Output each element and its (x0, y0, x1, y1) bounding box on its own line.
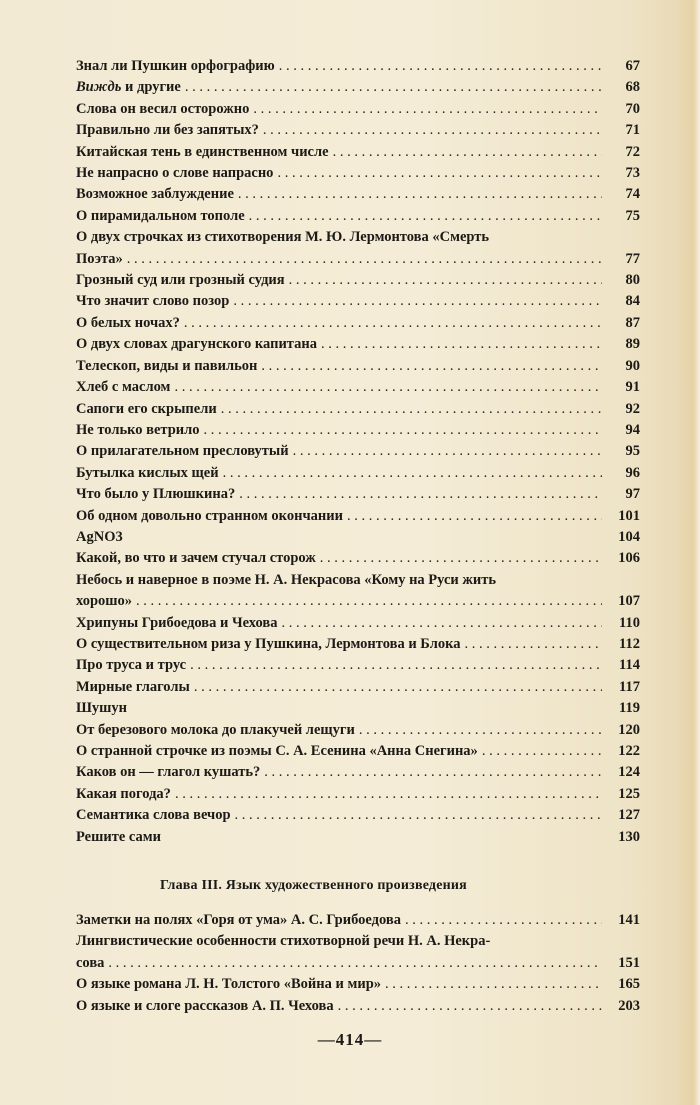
toc-entry[interactable] (76, 227, 640, 270)
entry-page: 73 (625, 165, 640, 182)
dot-leader (333, 142, 602, 163)
dot-leader (249, 206, 602, 227)
dot-leader (221, 399, 602, 420)
entry-title: Про труса и трус (76, 657, 187, 674)
entry-title: Слова он весил осторожно (76, 100, 250, 117)
entry-title: Грозный суд или грозный судия (76, 272, 285, 289)
entry-page: 107 (618, 593, 640, 610)
toc-entry[interactable] (76, 784, 640, 805)
dot-leader (184, 313, 602, 334)
entry-page: 95 (625, 443, 640, 460)
entry-title (76, 77, 181, 98)
toc-entry[interactable] (76, 291, 640, 312)
entry-page: 75 (625, 207, 640, 224)
entry-title: Каков он — глагол кушать? (76, 764, 261, 781)
entry-page: 120 (618, 721, 640, 738)
entry-title: Мирные глаголы (76, 678, 190, 695)
entry-page: 141 (618, 912, 640, 928)
dot-leader (321, 334, 602, 355)
entry-page: 89 (625, 336, 640, 353)
toc-entry[interactable] (76, 698, 640, 719)
toc-entry[interactable] (76, 527, 640, 548)
entry-title-rest: и другие (121, 79, 181, 96)
entry-page: 68 (625, 79, 640, 96)
entry-title-line2: хорошо» (76, 593, 133, 610)
toc-entry[interactable] (76, 613, 640, 634)
entry-page: 90 (625, 357, 640, 374)
toc-entry[interactable] (76, 334, 640, 355)
toc-entry[interactable] (76, 399, 640, 420)
dot-leader (338, 996, 602, 1017)
entry-title: О странной строчке из поэмы С. А. Есенина «Анна Снегина» (76, 743, 478, 759)
entry-page: 72 (625, 143, 640, 160)
entry-title: О белых ночах? (76, 314, 180, 331)
entry-title: Какой, во что и зачем стучал сторож (76, 550, 316, 567)
entry-title: Не напрасно о слове напрасно (76, 165, 274, 182)
toc-entry[interactable] (76, 356, 640, 377)
toc-entry[interactable] (76, 655, 640, 676)
entry-title-italic: Виждь (76, 79, 122, 96)
dot-leader (264, 762, 602, 783)
dot-leader (320, 548, 602, 569)
entry-title: Решите сами (76, 828, 161, 845)
entry-title: Сапоги его скрыпели (76, 400, 217, 417)
entry-title: Телескоп, виды и павильон (76, 357, 258, 374)
entry-title: Правильно ли без запятых? (76, 122, 259, 139)
dot-leader (261, 356, 602, 377)
entry-title: О языке романа Л. Н. Толстого «Война и мир» (76, 976, 382, 993)
entry-title: О существительном риза у Пушкина, Лермонтова и Блока (76, 635, 461, 652)
entry-page: 119 (619, 700, 640, 717)
toc-entry[interactable] (76, 120, 640, 141)
entry-page: 114 (619, 657, 640, 674)
toc-entry[interactable] (76, 762, 640, 783)
toc-entry[interactable] (76, 741, 640, 762)
entry-title: AgNO3 (76, 528, 123, 545)
entry-page: 127 (618, 807, 640, 824)
toc-entry[interactable] (76, 463, 640, 484)
dot-leader (347, 506, 602, 527)
entry-page: 80 (625, 272, 640, 289)
toc-entry[interactable] (76, 270, 640, 291)
dot-leader (238, 184, 602, 205)
entry-page: 67 (625, 58, 640, 74)
entry-title-line1: О двух строчках из стихотворения М. Ю. Лермонтова «Смерть (76, 229, 490, 246)
toc-entry[interactable] (76, 420, 640, 441)
dot-leader (136, 591, 602, 612)
entry-title: Об одном довольно странном окончании (76, 507, 343, 524)
toc-entry[interactable] (76, 634, 640, 655)
entry-page: 165 (618, 976, 640, 993)
entry-page: 84 (625, 293, 640, 310)
page-number: —414— (317, 1030, 383, 1049)
toc-entry[interactable] (76, 996, 640, 1017)
dot-leader (204, 420, 602, 441)
entry-title: Что было у Плюшкина? (76, 486, 236, 503)
entry-title-line2: Поэта» (76, 250, 123, 267)
toc-entry[interactable] (76, 441, 640, 462)
entry-page: 130 (618, 828, 640, 845)
entry-page: 104 (618, 528, 640, 545)
toc-entry[interactable] (76, 142, 640, 163)
toc-entry[interactable] (76, 377, 640, 398)
dot-leader (281, 613, 602, 634)
dot-leader (253, 99, 602, 120)
dot-leader (233, 291, 602, 312)
toc-entry[interactable] (76, 910, 640, 931)
entry-page: 124 (618, 764, 640, 781)
dot-leader (277, 163, 602, 184)
entry-page: 117 (619, 678, 640, 695)
entry-page: 96 (625, 464, 640, 481)
entry-page: 94 (625, 421, 640, 438)
entry-page: 71 (625, 122, 640, 139)
entry-title: Возможное заблуждение (76, 186, 234, 203)
toc-entry[interactable] (76, 570, 640, 613)
toc-entry[interactable] (76, 313, 640, 334)
dot-leader (482, 741, 602, 762)
entry-title: Китайская тень в единственном числе (76, 143, 329, 160)
entry-page: 74 (625, 186, 640, 203)
dot-leader (239, 484, 602, 505)
entry-title: Не только ветрило (76, 421, 200, 438)
entry-page: 122 (618, 743, 640, 759)
toc-entry[interactable] (76, 974, 640, 995)
toc-entry[interactable] (76, 931, 640, 974)
dot-leader (289, 270, 602, 291)
entry-title: О двух словах драгунского капитана (76, 336, 317, 353)
dot-leader (108, 953, 602, 974)
entry-title-line1: Небось и наверное в поэме Н. А. Некрасова «Кому на Руси жить (76, 571, 497, 588)
table-of-contents-chapter-3 (76, 910, 640, 1017)
entry-page: 91 (625, 379, 640, 396)
entry-title: Шушун (76, 700, 128, 717)
entry-page: 151 (618, 954, 640, 971)
toc-entry[interactable] (76, 506, 640, 527)
entry-title: Семантика слова вечор (76, 807, 231, 824)
toc-entry[interactable] (76, 677, 640, 698)
toc-entry[interactable] (76, 206, 640, 227)
toc-entry[interactable] (76, 99, 640, 120)
toc-entry[interactable] (76, 548, 640, 569)
entry-title: Хрипуны Грибоедова и Чехова (76, 614, 278, 631)
entry-title: Бутылка кислых щей (76, 464, 219, 481)
entry-title: От березового молока до плакучей лещуги (76, 721, 355, 738)
entry-title: О прилагательном пресловутый (76, 443, 289, 460)
entry-page: 77 (625, 250, 640, 267)
toc-entry[interactable] (76, 720, 640, 741)
entry-title-line1: Лингвистические особенности стихотворной речи Н. А. Некра- (76, 933, 491, 950)
entry-title: Что значит слово позор (76, 293, 230, 310)
torn-page-edge (678, 0, 700, 1105)
dot-leader (175, 784, 602, 805)
table-of-contents (76, 56, 640, 848)
dot-leader (263, 120, 602, 141)
entry-title: Знал ли Пушкин орфографию (76, 58, 275, 74)
entry-title: О языке и слоге рассказов А. П. Чехова (76, 997, 334, 1014)
toc-entry[interactable] (76, 56, 640, 77)
toc-entry[interactable] (76, 805, 640, 826)
dot-leader (464, 634, 602, 655)
entry-page: 125 (618, 785, 640, 802)
entry-title: Заметки на полях «Горя от ума» А. С. Грибоедова (76, 912, 401, 928)
toc-entry[interactable] (76, 163, 640, 184)
entry-page: 97 (625, 486, 640, 503)
entry-title: Хлеб с маслом (76, 379, 171, 396)
dot-leader (235, 805, 602, 826)
entry-title: О пирамидальном тополе (76, 207, 245, 224)
dot-leader (359, 720, 602, 741)
dot-leader (190, 655, 602, 676)
dot-leader (405, 910, 602, 931)
entry-page: 106 (618, 550, 640, 567)
dot-leader (194, 677, 602, 698)
dot-leader (279, 56, 602, 77)
toc-entry[interactable] (76, 827, 640, 848)
entry-page: 87 (625, 314, 640, 331)
dot-leader (174, 377, 602, 398)
dot-leader (293, 441, 602, 462)
dot-leader (127, 249, 602, 270)
entry-page: 110 (619, 614, 640, 631)
toc-entry[interactable] (76, 77, 640, 98)
entry-page: 92 (625, 400, 640, 417)
toc-entry[interactable] (76, 484, 640, 505)
dot-leader (185, 77, 602, 98)
dot-leader (223, 463, 602, 484)
entry-page: 203 (618, 997, 640, 1014)
entry-page: 101 (618, 507, 640, 524)
entry-page: 70 (625, 100, 640, 117)
chapter-heading: Глава III. Язык художественного произведения (160, 878, 467, 893)
dot-leader (385, 974, 602, 995)
entry-title-line2: сова (76, 954, 105, 971)
entry-page: 112 (619, 635, 640, 652)
entry-title: Какая погода? (76, 785, 171, 802)
toc-entry[interactable] (76, 184, 640, 205)
